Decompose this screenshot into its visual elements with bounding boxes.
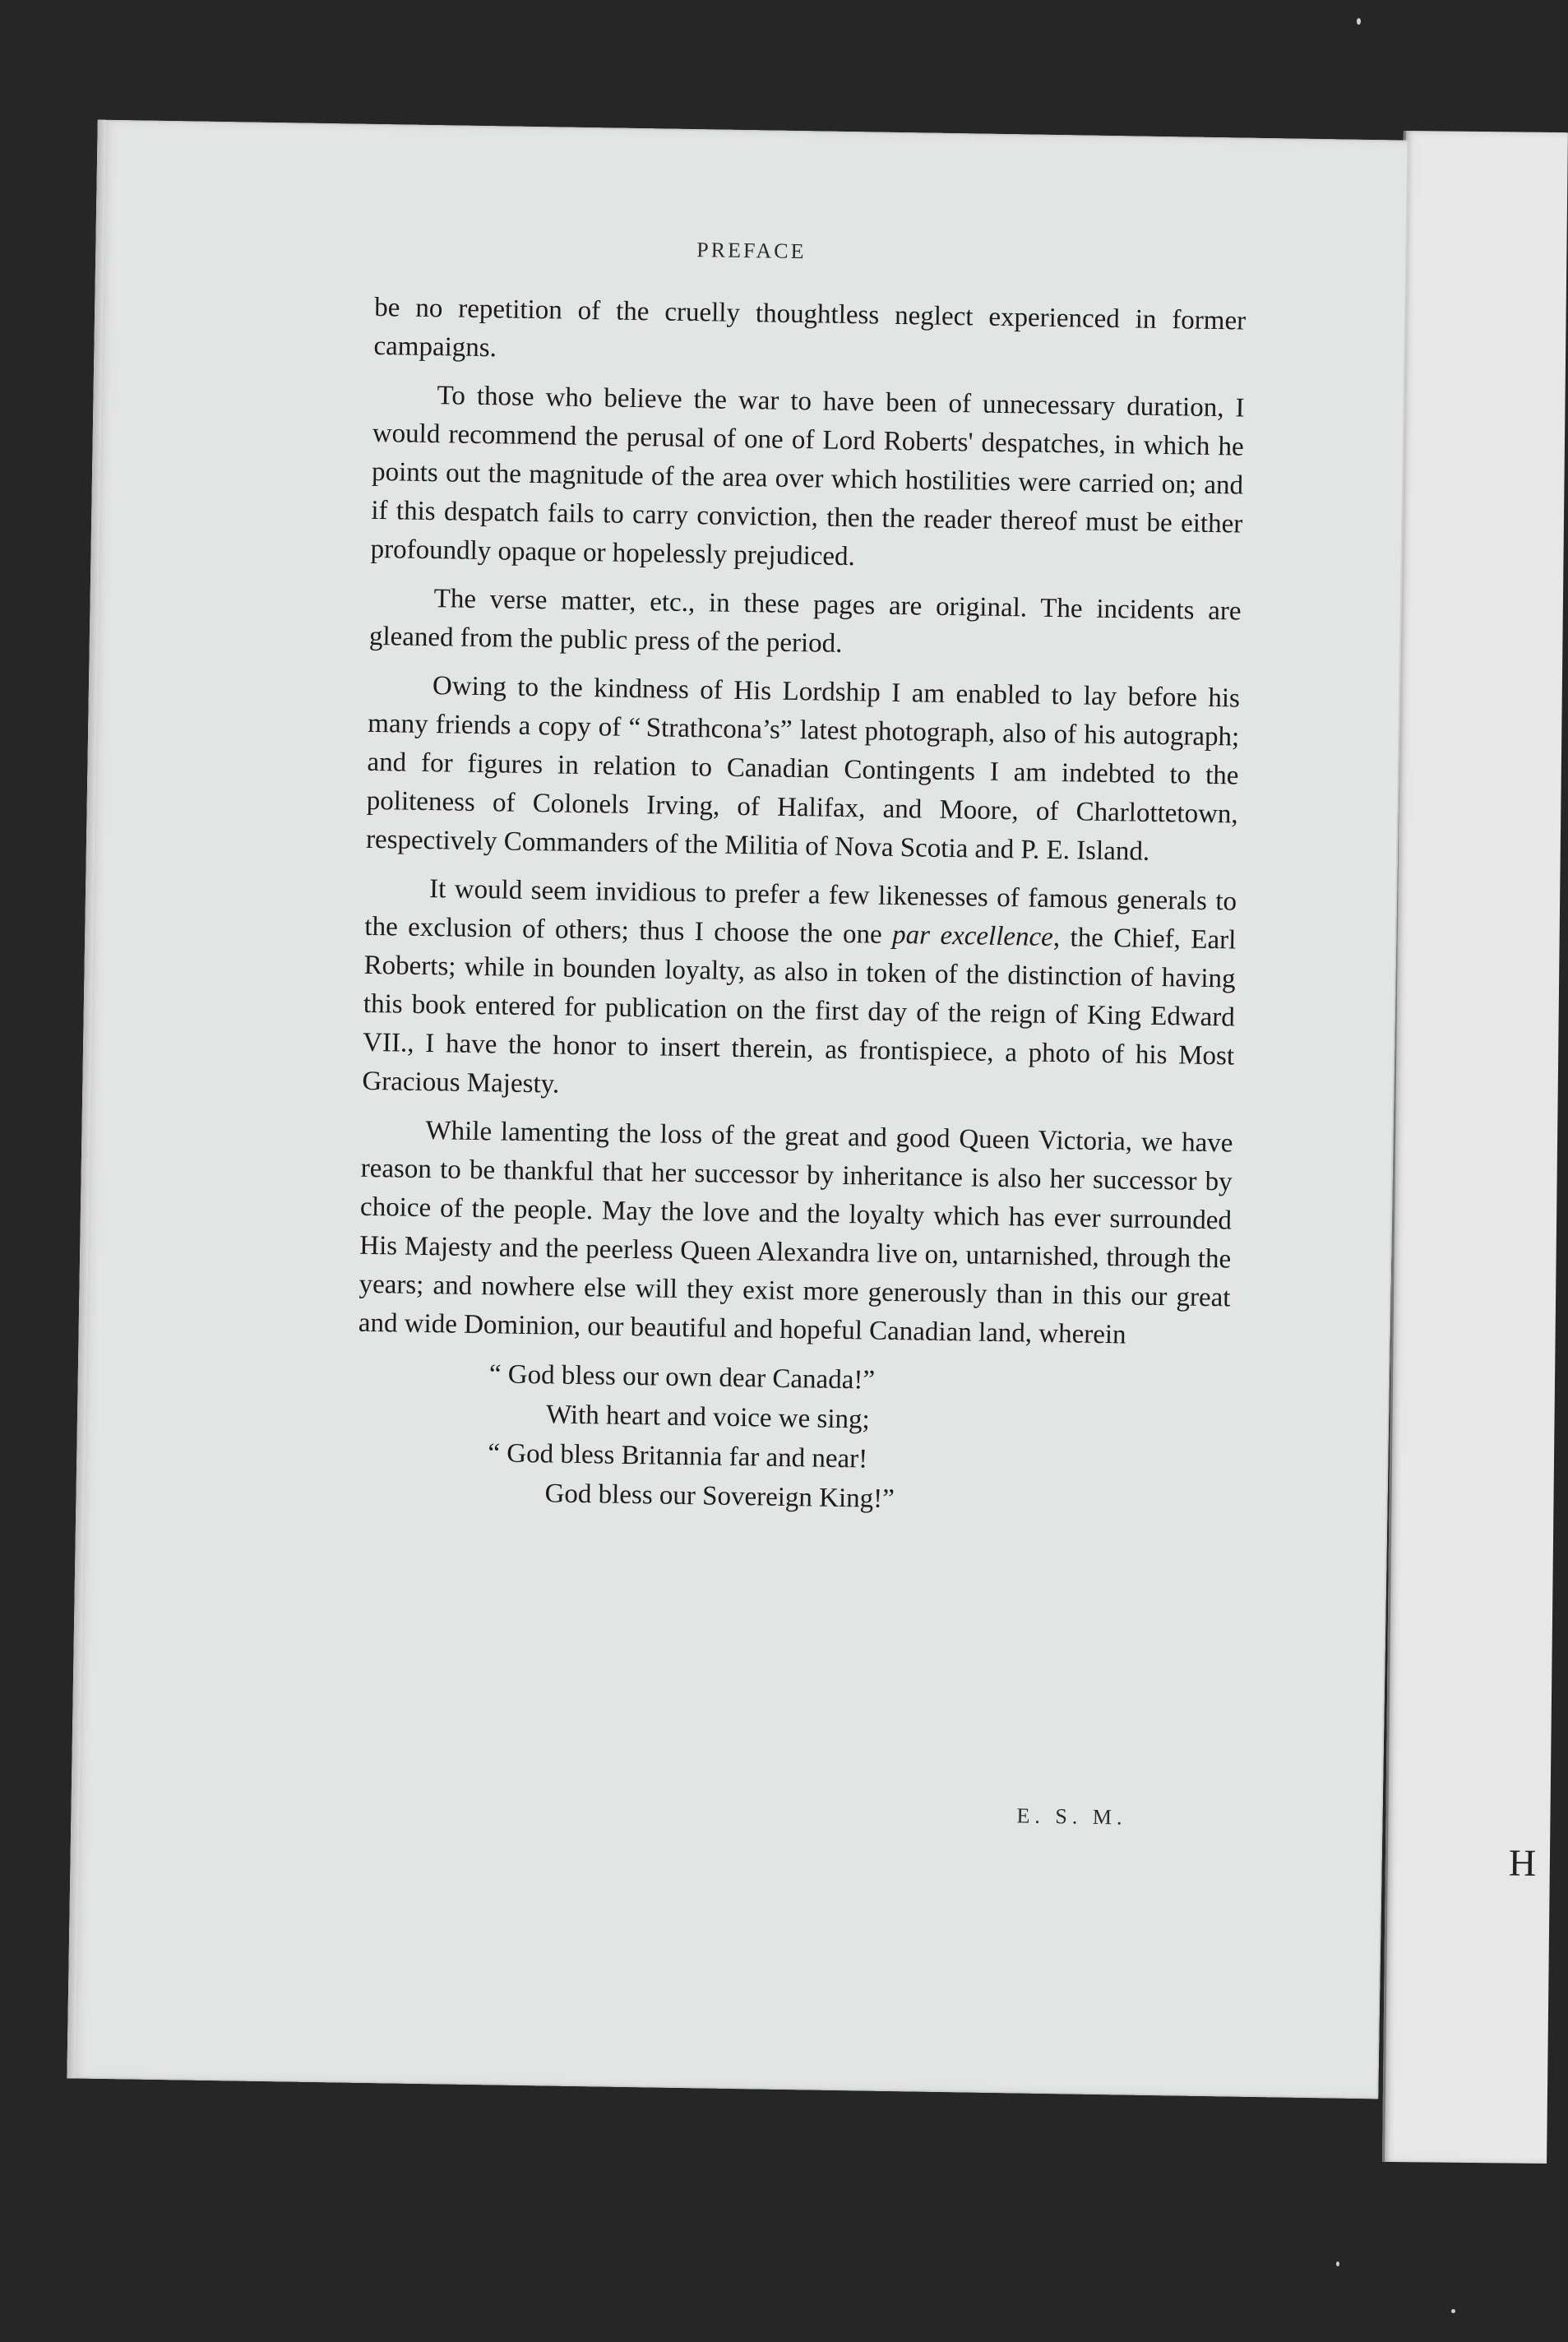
paragraph-6: While lamenting the loss of the great and good Queen Victoria, we have reason to be thankful that her successor by inheritance is also her successor by choice of the people. May the love and the loyalty which has ever surrounded His Majesty and the peerless Queen Alexandra live on, untarnished, through the years; and nowhere else will they exist more generously than in this our great and wide Dominion, our beautiful and hopeful Canadian land, wherein (358, 1116, 1233, 1350)
background-speck (1357, 18, 1361, 25)
paragraph-2: To those who believe the war to have been of unnecessary duration, I would recommend the perusal of one of Lord Roberts' despatches, in which he points out the magnitude of the area over which hostilities were carried on; and if this despatch fails to carry conviction, then the reader thereof must be either profoundly opaque or hopelessly prejudiced. (370, 381, 1245, 572)
verse-line-3: “ God bless Britannia far and near! (488, 1438, 868, 1474)
verse-line-4: God bless our Sovereign King!” (544, 1479, 895, 1515)
adjacent-page (1382, 131, 1568, 2164)
paragraph-3: The verse matter, etc., in these pages are original. The incidents are gleaned from the public press of the period. (368, 584, 1242, 659)
background-speck (1336, 2261, 1339, 2266)
paragraph-1: be no repetition of the cruelly thoughtless neglect experienced in former campaigns. (373, 292, 1247, 363)
paragraph-4: Owing to the kindness of His Lordship I am enabled to lay before his many friends a copy of “ Strathcona’s” latest photograph, also of his autograph; and for figures in relation to Canadian Contingents I am indebted to the politeness of Colonels Irving, of Halifax, and Moore, of Charlottetown, respectively Commanders of the Militia of Nova Scotia and P. E. Island. (365, 671, 1241, 867)
verse-line-2: With heart and voice we sing; (545, 1400, 871, 1435)
verse-block (355, 1353, 1229, 1525)
paragraph-5-italic: par excellence (891, 919, 1054, 952)
book-page (67, 120, 1408, 2099)
paragraph-5 (362, 869, 1237, 1115)
running-head: PREFACE (696, 238, 807, 264)
page-spine (67, 120, 105, 2079)
background-speck (1451, 2309, 1455, 2313)
verse-line-1: “ God bless our own dear Canada!” (488, 1359, 876, 1395)
preface-text (355, 289, 1246, 1524)
adjacent-page-letter: H (1508, 1841, 1537, 1884)
signature-initials: E. S. M. (1016, 1803, 1127, 1830)
paragraph-5-after: , the Chief, Earl Roberts; while in bounden loyalty, as also in token of the distinction of having this book entered for publication on the first day of the reign of King Edward VII., I have the honor to insert therein, as frontispiece, a photo of his Most Gracious Majesty. (362, 922, 1237, 1099)
paragraph-5-before: It would seem invidious to prefer a few likenesses of famous generals to the exclusion of others; thus I choose the one (364, 874, 1237, 950)
